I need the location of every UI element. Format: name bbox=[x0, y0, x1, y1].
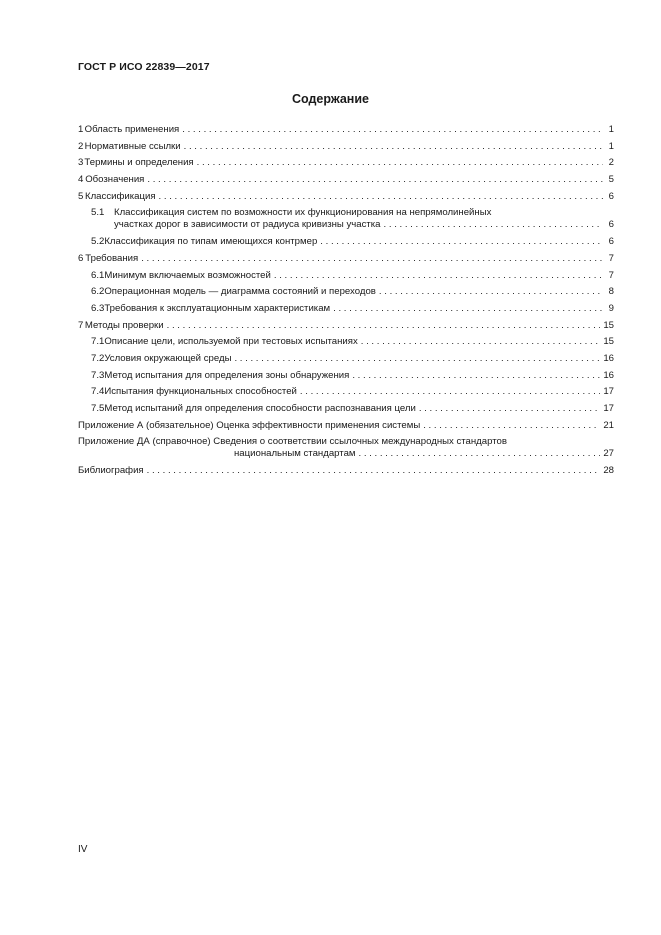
toc-entry-number: 1 bbox=[78, 124, 84, 135]
toc-entry-title: Требования к эксплуатационным характеристикам bbox=[104, 302, 331, 314]
toc-entry-page: 15 bbox=[603, 336, 614, 348]
toc-entry-title: Условия окружающей среды bbox=[104, 352, 232, 364]
dot-leader bbox=[379, 286, 603, 298]
toc-entry-page: 15 bbox=[603, 319, 614, 331]
toc-entry-number: 2 bbox=[78, 140, 84, 152]
toc-entry-number: 6.2 bbox=[91, 286, 105, 298]
toc-entry-5[interactable] bbox=[78, 191, 614, 203]
toc-entry-number: 7.5 bbox=[91, 403, 105, 414]
dot-leader bbox=[359, 448, 601, 460]
document-header: ГОСТ Р ИСО 22839—2017 bbox=[78, 61, 210, 73]
toc-entry-title-line1: Классификация систем по возможности их функционирования на непрямолинейных bbox=[114, 207, 492, 219]
dot-leader bbox=[159, 191, 603, 203]
toc-entry-title: Минимум включаемых возможностей bbox=[104, 269, 271, 281]
toc-entry-page: 2 bbox=[608, 157, 614, 169]
toc-entry-3[interactable] bbox=[78, 157, 614, 169]
dot-leader bbox=[182, 124, 603, 136]
toc-entry-5-2[interactable] bbox=[78, 236, 614, 248]
dot-leader bbox=[147, 174, 603, 186]
toc-entry-page: 9 bbox=[608, 302, 614, 314]
toc-entry-page: 6 bbox=[608, 219, 614, 231]
toc-entry-appendix-a[interactable] bbox=[78, 420, 614, 432]
toc-entry-page: 6 bbox=[608, 236, 614, 248]
toc-entry-page: 16 bbox=[603, 352, 614, 364]
toc-entry-6-3[interactable] bbox=[78, 303, 614, 315]
dot-leader bbox=[419, 403, 600, 415]
toc-entry-title: Область применения bbox=[84, 124, 180, 135]
toc-entry-4[interactable] bbox=[78, 174, 614, 186]
toc-entry-page: 1 bbox=[608, 124, 614, 135]
toc-entry-page: 7 bbox=[608, 269, 614, 281]
toc-entry-title-line1: Приложение ДА (справочное) Сведения о соответствии ссылочных международных стандартов bbox=[78, 436, 507, 448]
toc-entry-page: 7 bbox=[608, 252, 614, 264]
toc-entry-number: 5.1 bbox=[91, 207, 105, 219]
toc-entry-title: Приложение А (обязательное) Оценка эффективности применения системы bbox=[78, 419, 421, 431]
toc-entry-title: Метод испытаний для определения способности распознавания цели bbox=[104, 403, 416, 414]
toc-entry-number: 7.1 bbox=[91, 336, 105, 348]
toc-entry-7-3[interactable] bbox=[78, 370, 614, 382]
toc-entry-number: 5 bbox=[78, 190, 84, 202]
toc-entry-number: 6 bbox=[78, 252, 84, 264]
dot-leader bbox=[333, 303, 603, 315]
toc-title: Содержание bbox=[291, 92, 369, 106]
toc-entry-page: 28 bbox=[603, 465, 614, 477]
toc-entry-title: Операционная модель — диаграмма состояний и переходов bbox=[104, 286, 376, 298]
toc-entry-7-1[interactable] bbox=[78, 336, 614, 348]
dot-leader bbox=[147, 465, 601, 477]
toc-entry-appendix-da[interactable] bbox=[78, 436, 614, 460]
toc-entry-page: 5 bbox=[608, 174, 614, 186]
toc-entry-number: 3 bbox=[78, 157, 84, 169]
toc-entry-title: Описание цели, используемой при тестовых испытаниях bbox=[104, 336, 358, 348]
dot-leader bbox=[361, 336, 601, 348]
dot-leader bbox=[352, 370, 600, 382]
toc-entry-1[interactable] bbox=[78, 124, 614, 136]
dot-leader bbox=[423, 420, 600, 432]
dot-leader bbox=[320, 236, 603, 248]
toc-entry-7[interactable] bbox=[78, 320, 614, 332]
toc-entry-title: Классификация по типам имеющихся контрмер bbox=[104, 236, 318, 248]
toc-entry-page: 17 bbox=[603, 403, 614, 414]
toc-entry-page: 8 bbox=[608, 286, 614, 298]
toc-entry-2[interactable] bbox=[78, 141, 614, 153]
toc-entry-title: Испытания функциональных способностей bbox=[104, 386, 297, 398]
toc-entry-title-line2: участках дорог в зависимости от радиуса кривизны участка bbox=[114, 219, 381, 231]
toc-entry-title: Классификация bbox=[85, 190, 156, 202]
toc-entry-title: Метод испытания для определения зоны обнаружения bbox=[104, 369, 350, 381]
toc-entry-number: 5.2 bbox=[91, 236, 105, 248]
toc-entry-page: 1 bbox=[608, 140, 614, 152]
toc-entry-page: 6 bbox=[608, 190, 614, 202]
toc-entry-5-1[interactable] bbox=[78, 207, 614, 231]
table-of-contents bbox=[78, 124, 614, 482]
dot-leader bbox=[384, 219, 603, 231]
toc-entry-title: Обозначения bbox=[85, 174, 145, 186]
toc-entry-title: Требования bbox=[85, 252, 139, 264]
toc-entry-title: Методы проверки bbox=[84, 319, 164, 331]
toc-entry-number: 7.3 bbox=[91, 369, 105, 381]
toc-entry-title: Термины и определения bbox=[84, 157, 194, 169]
toc-entry-page: 17 bbox=[603, 386, 614, 398]
dot-leader bbox=[184, 141, 603, 153]
toc-entry-7-4[interactable] bbox=[78, 386, 614, 398]
toc-entry-bibliography[interactable] bbox=[78, 465, 614, 477]
dot-leader bbox=[300, 386, 600, 398]
toc-entry-number: 7.2 bbox=[91, 352, 105, 364]
dot-leader bbox=[141, 253, 603, 265]
toc-entry-title: Библиография bbox=[78, 465, 144, 477]
toc-entry-number: 4 bbox=[78, 174, 84, 186]
toc-entry-title: Нормативные ссылки bbox=[84, 140, 181, 152]
toc-entry-7-5[interactable] bbox=[78, 403, 614, 415]
toc-entry-number: 6.3 bbox=[91, 302, 105, 314]
toc-entry-number: 7 bbox=[78, 319, 84, 331]
toc-entry-page: 27 bbox=[603, 448, 614, 460]
dot-leader bbox=[274, 270, 603, 282]
toc-entry-title-line2: национальным стандартам bbox=[234, 448, 356, 460]
toc-entry-6-2[interactable] bbox=[78, 286, 614, 298]
dot-leader bbox=[197, 157, 603, 169]
toc-entry-page: 16 bbox=[603, 369, 614, 381]
toc-entry-page: 21 bbox=[603, 419, 614, 431]
toc-entry-6-1[interactable] bbox=[78, 270, 614, 282]
dot-leader bbox=[167, 320, 601, 332]
dot-leader bbox=[234, 353, 600, 365]
page-number: IV bbox=[78, 844, 88, 855]
toc-entry-7-2[interactable] bbox=[78, 353, 614, 365]
toc-entry-number: 6.1 bbox=[91, 269, 105, 281]
toc-entry-6[interactable] bbox=[78, 253, 614, 265]
toc-entry-number: 7.4 bbox=[91, 386, 105, 398]
